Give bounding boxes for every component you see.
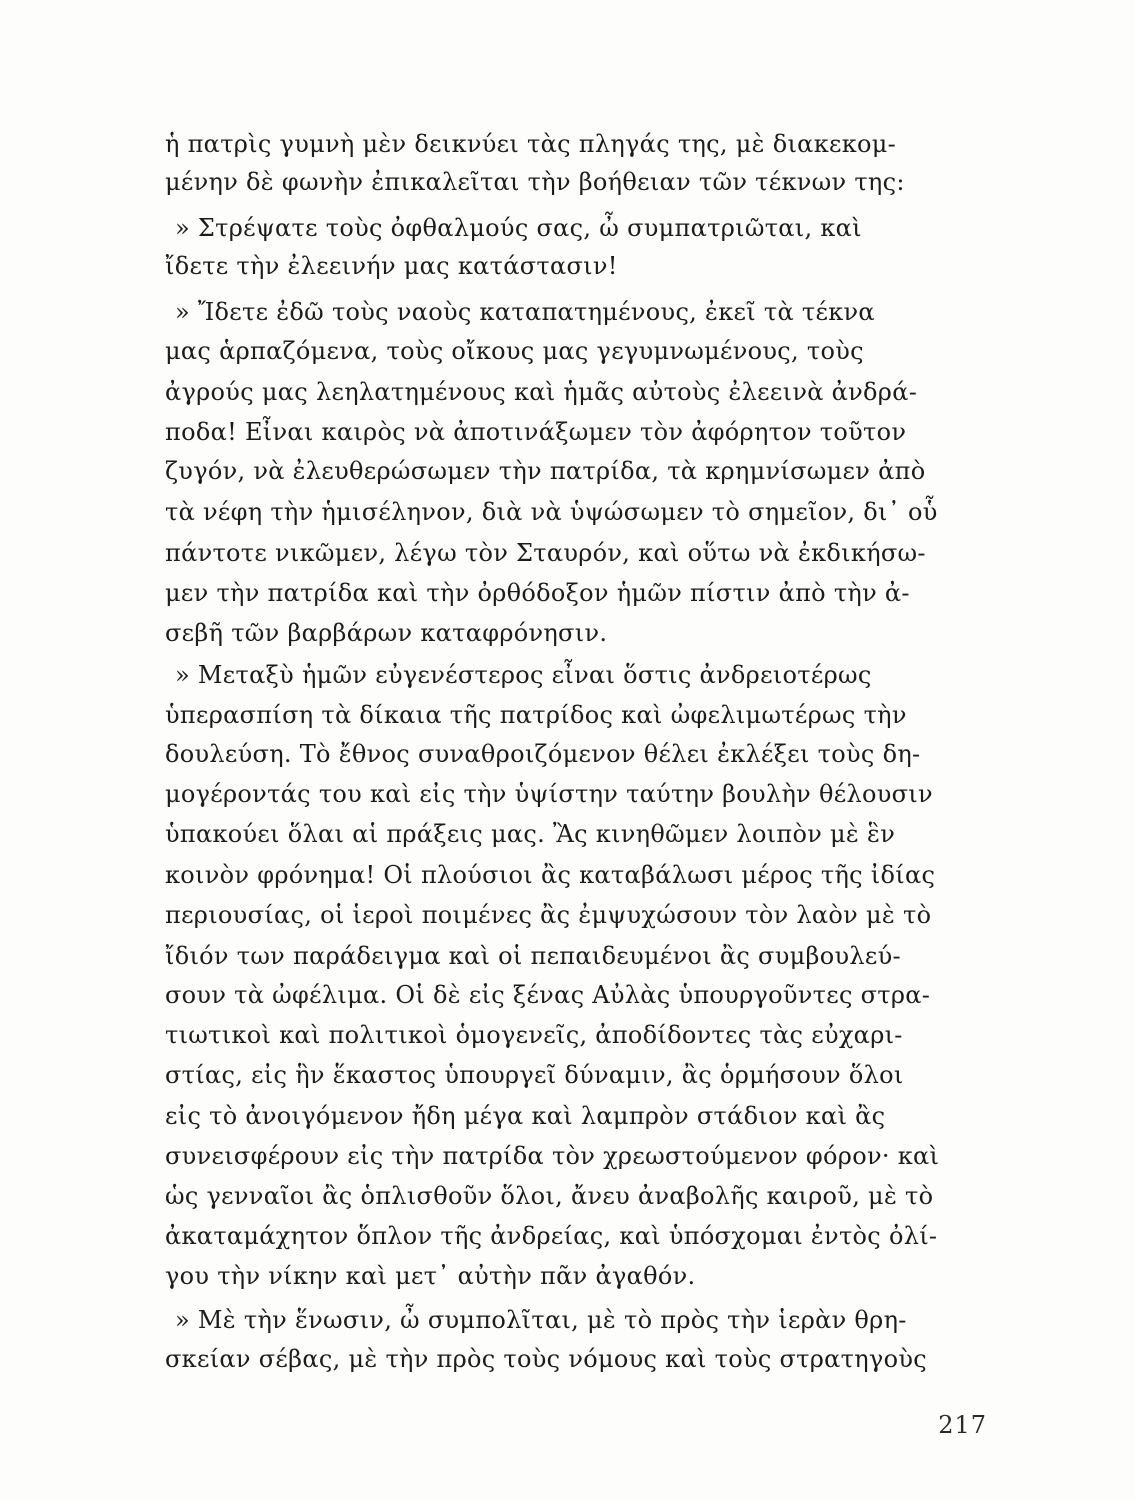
text-line: ἀκαταμάχητον ὅπλον τῆς ἀνδρείας, καὶ ὑπόσχομαι ἐντὸς ὀλί- <box>165 1222 938 1250</box>
text-line: » Ἴδετε ἐδῶ τοὺς ναοὺς καταπατημένους, ἐκεῖ τὰ τέκνα <box>175 298 875 326</box>
text-line: τιωτικοὶ καὶ πολιτικοὶ ὁμογενεῖς, ἀποδίδοντες τὰς εὐχαρι- <box>165 1021 903 1049</box>
text-line: ἀγρούς μας λεηλατημένους καὶ ἡμᾶς αὐτοὺς ἐλεεινὰ ἀνδρά- <box>165 378 918 406</box>
text-line: εἰς τὸ ἀνοιγόμενον ἤδη μέγα καὶ λαμπρὸν στάδιον καὶ ἂς <box>165 1102 886 1130</box>
text-line: » Μὲ τὴν ἕνωσιν, ὦ συμπολῖται, μὲ τὸ πρὸς τὴν ἱερὰν θρη- <box>175 1306 907 1334</box>
text-line: στίας, εἰς ἣν ἕκαστος ὑπουργεῖ δύναμιν, ἂς ὁρμήσουν ὅλοι <box>165 1061 904 1089</box>
text-line: σουν τὰ ὠφέλιμα. Οἱ δὲ εἰς ξένας Αὐλὰς ὑπουργοῦντες στρα- <box>165 981 931 1009</box>
text-line: συνεισφέρουν εἰς τὴν πατρίδα τὸν χρεωστούμενον φόρον· καὶ <box>165 1142 940 1170</box>
text-line: ἡ πατρὶς γυμνὴ μὲν δεικνύει τὰς πληγάς της, μὲ διακεκομ- <box>165 130 897 158</box>
text-line: σκείαν σέβας, μὲ τὴν πρὸς τοὺς νόμους καὶ τοὺς στρατηγοὺς <box>165 1345 927 1373</box>
text-line: ὑπερασπίση τὰ δίκαια τῆς πατρίδος καὶ ὠφελιμωτέρως τὴν <box>165 701 907 729</box>
text-line: κοινὸν φρόνημα! Οἱ πλούσιοι ἂς καταβάλωσι μέρος τῆς ἰδίας <box>165 861 936 889</box>
text-line: ποδα! Εἶναι καιρὸς νὰ ἀποτινάξωμεν τὸν ἀφόρητον τοῦτον <box>165 418 907 446</box>
text-line: μένην δὲ φωνὴν ἐπικαλεῖται τὴν βοήθειαν τῶν τέκνων της: <box>165 168 905 196</box>
text-line: ζυγόν, νὰ ἐλευθερώσωμεν τὴν πατρίδα, τὰ κρημνίσωμεν ἀπὸ <box>165 457 926 485</box>
text-line: πάντοτε νικῶμεν, λέγω τὸν Σταυρόν, καὶ οὕτω νὰ ἐκδικήσω- <box>165 539 926 567</box>
text-line: ὑπακούει ὅλαι αἱ πράξεις μας. Ἂς κινηθῶμεν λοιπὸν μὲ ἓν <box>165 820 896 848</box>
text-line: δουλεύση. Τὸ ἔθνος συναθροιζόμενον θέλει ἐκλέξει τοὺς δη- <box>165 740 921 768</box>
text-line: ἴδιόν των παράδειγμα καὶ οἱ πεπαιδευμένοι ἂς συμβουλεύ- <box>165 942 901 970</box>
text-line: ἴδετε τὴν ἐλεεινήν μας κατάστασιν! <box>165 252 618 280</box>
page-number: 217 <box>938 1411 987 1439</box>
text-line: μας ἁρπαζόμενα, τοὺς οἴκους μας γεγυμνωμένους, τοὺς <box>165 337 864 365</box>
text-line: μεν τὴν πατρίδα καὶ τὴν ὀρθόδοξον ἡμῶν πίστιν ἀπὸ τὴν ἀ- <box>165 579 910 607</box>
text-line: » Μεταξὺ ἡμῶν εὐγενέστερος εἶναι ὅστις ἀνδρειοτέρως <box>175 661 872 689</box>
text-line: γου τὴν νίκην καὶ μετ᾽ αὐτὴν πᾶν ἀγαθόν. <box>165 1262 696 1290</box>
text-line: » Στρέψατε τοὺς ὀφθαλμούς σας, ὦ συμπατριῶται, καὶ <box>175 214 862 242</box>
text-line: μογέροντάς του καὶ εἰς τὴν ὑψίστην ταύτην βουλὴν θέλουσιν <box>165 780 933 808</box>
text-line: σεβῆ τῶν βαρβάρων καταφρόνησιν. <box>165 619 608 647</box>
text-line: ὡς γενναῖοι ἂς ὁπλισθοῦν ὅλοι, ἄνευ ἀναβολῆς καιροῦ, μὲ τὸ <box>165 1182 934 1210</box>
text-line: τὰ νέφη τὴν ἡμισέληνον, διὰ νὰ ὑψώσωμεν τὸ σημεῖον, δι᾽ οὗ <box>165 498 938 526</box>
text-line: περιουσίας, οἱ ἱεροὶ ποιμένες ἂς ἐμψυχώσουν τὸν λαὸν μὲ τὸ <box>165 901 932 929</box>
